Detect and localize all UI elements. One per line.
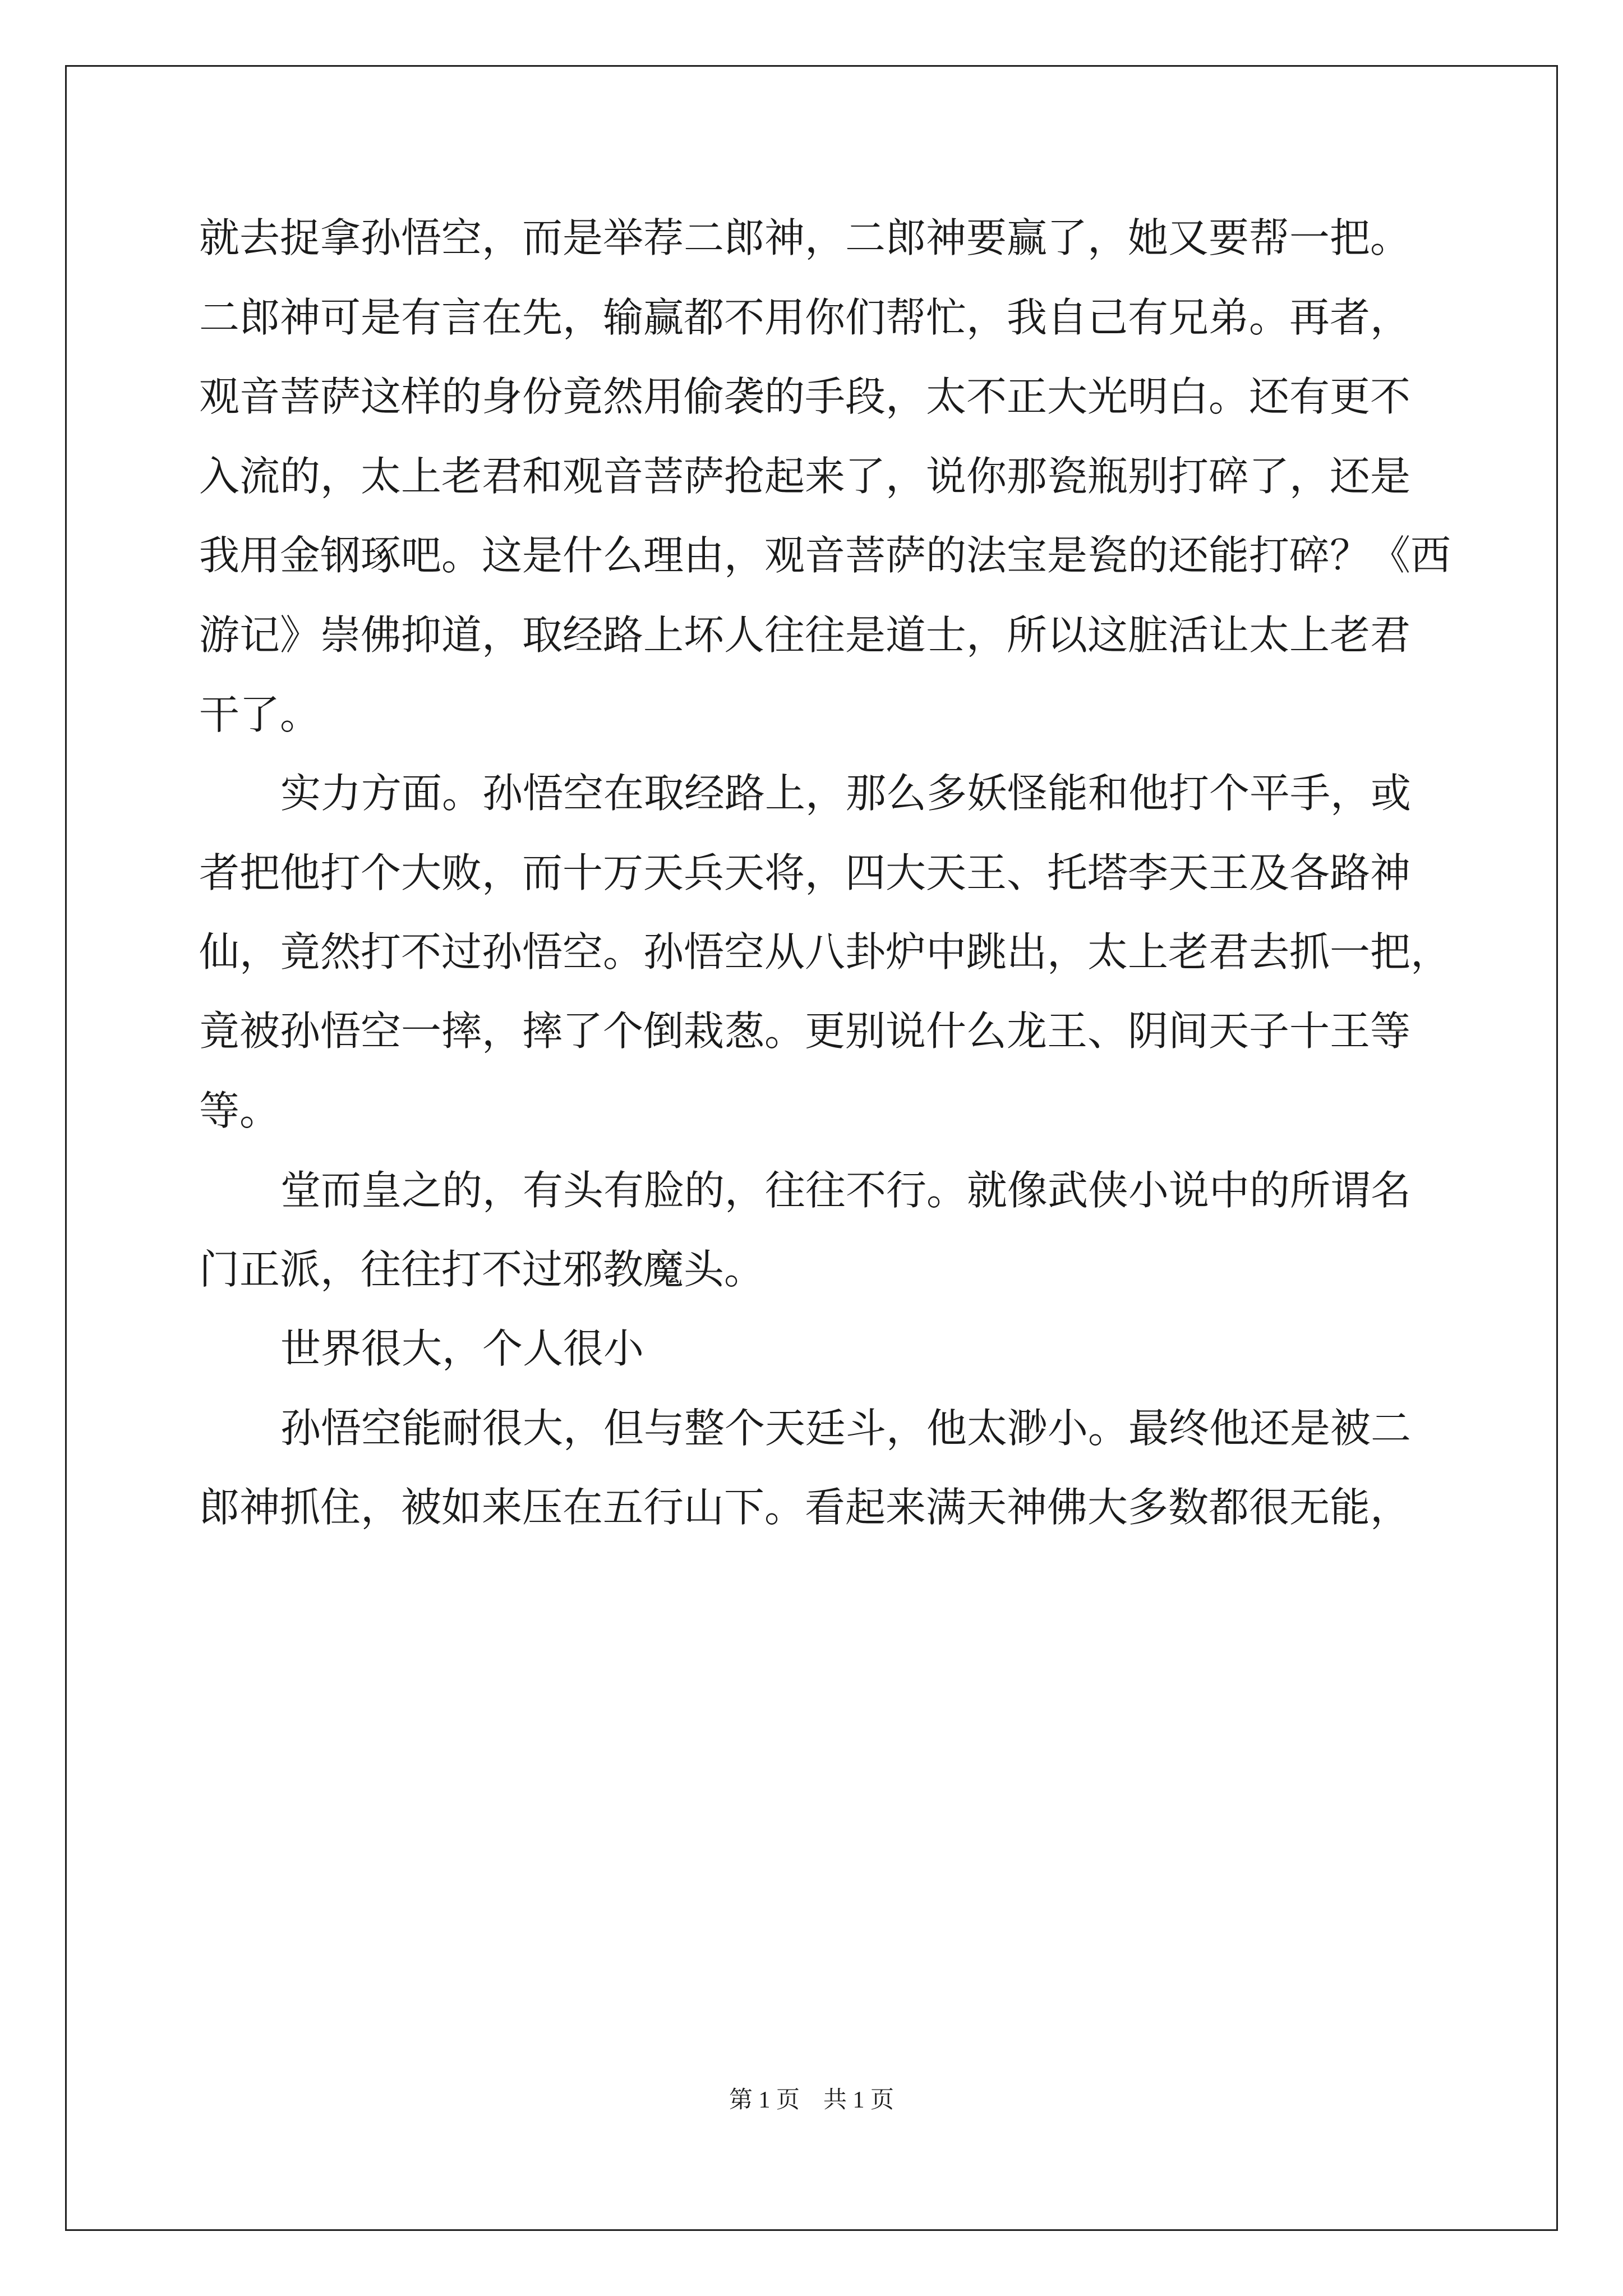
section-heading: 世界很大，个人很小 <box>280 1325 644 1372</box>
text-line: 二郎神可是有言在先，输赢都不用你们帮忙，我自己有兄弟。再者， <box>199 294 1411 341</box>
text-line: 观音菩萨这样的身份竟然用偷袭的手段，太不正大光明白。还有更不 <box>199 373 1411 420</box>
text-line: 仙，竟然打不过孙悟空。孙悟空从八卦炉中跳出，太上老君去抓一把， <box>199 928 1451 976</box>
text-line: 游记》崇佛抑道，取经路上坏人往往是道士，所以这脏活让太上老君 <box>199 611 1411 659</box>
text-line: 者把他打个大败，而十万天兵天将，四大天王、托塔李天王及各路神 <box>199 849 1411 896</box>
text-line: 郎神抓住，被如来压在五行山下。看起来满天神佛大多数都很无能， <box>199 1484 1411 1531</box>
paragraph-first-line: 孙悟空能耐很大，但与整个天廷斗，他太渺小。最终他还是被二 <box>280 1405 1412 1452</box>
text-line: 竟被孙悟空一摔，摔了个倒栽葱。更别说什么龙王、阴间天子十王等 <box>199 1007 1411 1055</box>
text-line: 干了。 <box>199 691 321 738</box>
text-line: 入流的，太上老君和观音菩萨抢起来了，说你那瓷瓶别打碎了，还是 <box>199 453 1411 500</box>
paragraph-first-line: 实力方面。孙悟空在取经路上，那么多妖怪能和他打个平手，或 <box>280 770 1412 817</box>
page-number-footer: 第 1 页 共 1 页 <box>728 2087 894 2113</box>
text-line: 门正派，往往打不过邪教魔头。 <box>199 1246 765 1293</box>
text-line: 就去捉拿孙悟空，而是举荐二郎神，二郎神要赢了，她又要帮一把。 <box>199 214 1411 261</box>
text-line: 等。 <box>199 1087 280 1134</box>
paragraph-first-line: 堂而皇之的，有头有脸的，往往不行。就像武侠小说中的所谓名 <box>280 1167 1412 1214</box>
text-line: 我用金钢琢吧。这是什么理由，观音菩萨的法宝是瓷的还能打碎？《西 <box>199 532 1451 579</box>
